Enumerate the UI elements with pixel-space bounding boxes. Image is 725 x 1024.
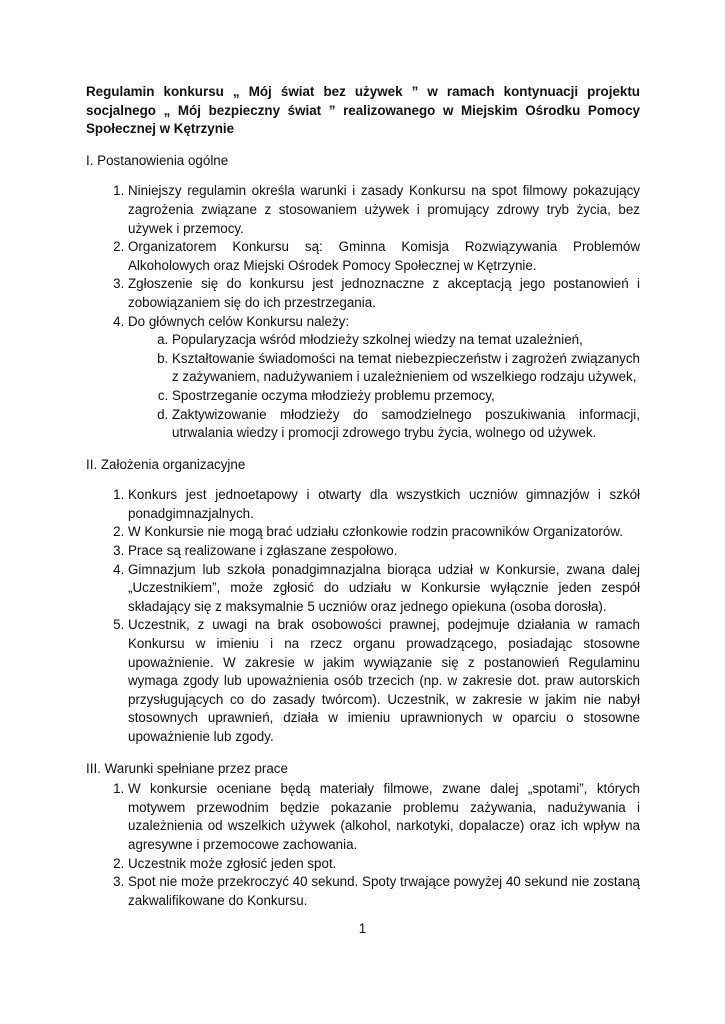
document-page bbox=[86, 83, 640, 923]
list-item: 3. Prace są realizowane i zgłaszane zespołowo. bbox=[128, 542, 640, 561]
list-item: 5. Uczestnik, z uwagi na brak osobowości prawnej, podejmuje działania w ramach Konkursu w imieniu i na rzecz organu prowadzącego, posiadając stosowne upoważnienie. W zakresie w jakim wywiązanie się z postanowień Regulaminu wymaga zgody lub upoważnienia osób trzecich (np. w zakresie dot. praw autorskich przysługujących co do zasady twórcom). Uczestnik, w zakresie w jakim nie nabył stosownych uprawnień, działa w imieniu uprawnionych w oparciu o stosowne upoważnienie lub zgody. bbox=[128, 616, 640, 746]
list-item: 1. Niniejszy regulamin określa warunki i zasady Konkursu na spot filmowy pokazujący zagrożenia związane z stosowaniem używek i promujący zdrowy tryb życia, bez używek i przemocy. bbox=[128, 182, 640, 238]
list-item: 1. Konkurs jest jednoetapowy i otwarty dla wszystkich uczniów gimnazjów i szkół ponadgimnazjalnych. bbox=[128, 486, 640, 523]
section-3-list bbox=[86, 780, 640, 910]
sublist-item: a. Popularyzacja wśród młodzieży szkolnej wiedzy na temat uzależnień, bbox=[172, 331, 640, 350]
page-number: 1 bbox=[358, 921, 367, 936]
list-item bbox=[128, 313, 640, 443]
list-item: 2. Uczestnik może zgłosić jeden spot. bbox=[128, 855, 640, 874]
list-item: 1. W konkursie oceniane będą materiały filmowe, zwane dalej „spotami”, których motywem przewodnim będzie pokazanie problemu zażywania, nadużywania i uzależnienia od wszelkich używek (alkohol, narkotyki, dopalacze) oraz ich wpływ na agresywne i przemocowe zachowania. bbox=[128, 780, 640, 854]
sublist-item: c. Spostrzeganie oczyma młodzieży problemu przemocy, bbox=[172, 387, 640, 406]
list-item: 4. Gimnazjum lub szkoła ponadgimnazjalna biorąca udział w Konkursie, zwana dalej „Uczestnikiem”, może zgłosić do udziału w Konkursie wyłącznie jeden zespół składający się z maksymalnie 5 uczniów oraz jednego opiekuna (osoba dorosła). bbox=[128, 561, 640, 617]
section-2-list bbox=[86, 486, 640, 746]
sublist-item: d. Zaktywizowanie młodzieży do samodzielnego poszukiwania informacji, utrwalania wiedzy i promocji zdrowego trybu życia, wolnego od używek. bbox=[172, 406, 640, 443]
list-item: 2. W Konkursie nie mogą brać udziału członkowie rodzin pracowników Organizatorów. bbox=[128, 523, 640, 542]
section-heading-2: II. Założenia organizacyjne bbox=[86, 456, 246, 472]
section-1-list bbox=[86, 182, 640, 442]
list-item: 2. Organizatorem Konkursu są: Gminna Komisja Rozwiązywania Problemów Alkoholowych oraz Miejski Ośrodek Pomocy Społecznej w Kętrzynie. bbox=[128, 238, 640, 275]
section-heading-3: III. Warunki spełniane przez prace bbox=[86, 760, 288, 776]
list-item: 3. Spot nie może przekroczyć 40 sekund. Spoty trwające powyżej 40 sekund nie zostaną zakwalifikowane do Konkursu. bbox=[128, 873, 640, 910]
list-item-text: Do głównych celów Konkursu należy: bbox=[128, 313, 350, 329]
sublist-item: b. Kształtowanie świadomości na temat niebezpieczeństw i zagrożeń związanych z zażywaniem, nadużywaniem i uzależnieniem od wszelkiego rodzaju używek, bbox=[172, 350, 640, 387]
document-title: Regulamin konkursu „ Mój świat bez używek ” w ramach kontynuacji projektu socjalnego „ Mój bezpieczny świat ” realizowanego w Miejskim Ośrodku Pomocy Społecznej w Kętrzynie bbox=[86, 84, 640, 137]
list-item: 3. Zgłoszenie się do konkursu jest jednoznaczne z akceptacją jego postanowień i zobowiązaniem się do ich przestrzegania. bbox=[128, 275, 640, 312]
section-heading-1: I. Postanowienia ogólne bbox=[86, 152, 229, 168]
goals-sublist bbox=[128, 331, 640, 443]
